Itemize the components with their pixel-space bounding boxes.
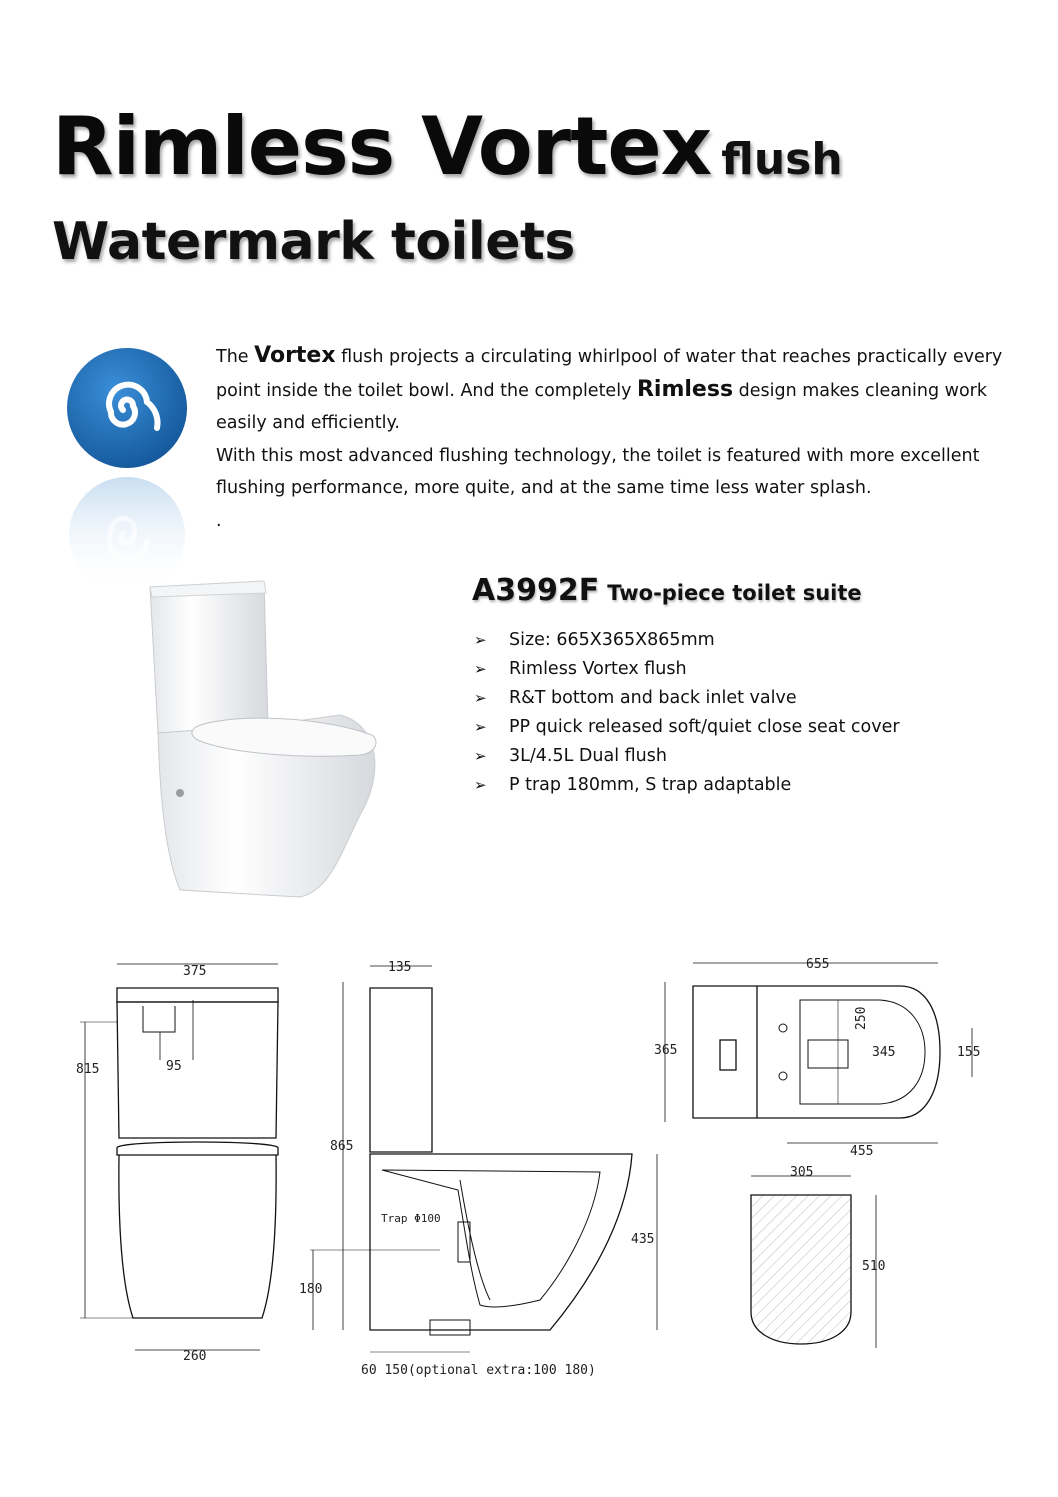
keyword-rimless: Rimless	[636, 376, 734, 402]
spec-text: 3L/4.5L Dual flush	[509, 746, 667, 766]
title-suffix: flush	[721, 134, 843, 185]
technical-drawing	[0, 940, 1058, 1400]
dim-top-length: 655	[806, 957, 830, 972]
page-subtitle: Watermark toilets	[52, 212, 575, 272]
product-heading	[472, 573, 862, 608]
list-item	[474, 684, 900, 713]
floor-view	[751, 1165, 885, 1348]
dim-top-250: 250	[854, 1006, 869, 1030]
title-main: Rimless Vortex	[52, 100, 712, 193]
list-item	[474, 713, 900, 742]
bullet-arrow-icon: ➢	[474, 747, 487, 765]
product-code: A3992F	[472, 573, 600, 608]
intro-text	[216, 340, 1006, 537]
dim-front-base: 260	[183, 1349, 207, 1364]
list-item	[474, 771, 900, 800]
dim-side-note: 60 150(optional extra:100 180)	[361, 1363, 596, 1378]
page-title	[52, 100, 843, 193]
side-view	[299, 960, 657, 1378]
intro-text-b: flush projects a circulating whirlpool of water that reaches practically every point inside the toilet bowl. And the completely	[216, 347, 1003, 401]
intro-text-c: design makes cleaning work easily and efficiently.	[216, 380, 987, 433]
intro-paragraph-2: With this most advanced flushing technology, the toilet is featured with more excellent flushing performance, more quite, and at the same time less water splash.	[216, 445, 980, 498]
list-item	[474, 655, 900, 684]
dim-front-width: 375	[183, 964, 207, 979]
bullet-arrow-icon: ➢	[474, 631, 487, 649]
dim-top-455: 455	[850, 1144, 874, 1159]
dim-front-inlet: 95	[166, 1059, 182, 1074]
bullet-arrow-icon: ➢	[474, 718, 487, 736]
toilet-product-image	[140, 575, 390, 910]
product-description: Two-piece toilet suite	[607, 581, 862, 605]
dim-floor-width: 305	[790, 1165, 814, 1180]
bullet-arrow-icon: ➢	[474, 689, 487, 707]
intro-paragraph-3: .	[216, 510, 222, 531]
dim-top-155: 155	[957, 1045, 981, 1060]
bullet-arrow-icon: ➢	[474, 776, 487, 794]
dim-floor-length: 510	[862, 1259, 886, 1274]
dim-side-height: 865	[330, 1139, 354, 1154]
trap-label: Trap Φ100	[381, 1212, 441, 1225]
intro-text-a: The	[216, 347, 255, 367]
vortex-swirl-logo-icon	[66, 345, 188, 595]
bullet-arrow-icon: ➢	[474, 660, 487, 678]
dim-side-trap-height: 180	[299, 1282, 323, 1297]
dim-side-bowl-height: 435	[631, 1232, 655, 1247]
intro-paragraph-1	[216, 340, 1006, 440]
list-item	[474, 626, 900, 655]
dim-top-width: 365	[654, 1043, 678, 1058]
spec-list	[474, 626, 900, 800]
spec-text: R&T bottom and back inlet valve	[509, 688, 797, 708]
dim-side-tank: 135	[388, 960, 412, 975]
keyword-vortex: Vortex	[254, 343, 336, 368]
spec-text: P trap 180mm, S trap adaptable	[509, 775, 792, 795]
front-view	[76, 964, 278, 1364]
spec-text: Size: 665X365X865mm	[509, 630, 715, 650]
dim-front-height: 815	[76, 1062, 100, 1077]
spec-text: PP quick released soft/quiet close seat cover	[509, 717, 900, 737]
dim-top-345: 345	[872, 1045, 896, 1060]
spec-text: Rimless Vortex flush	[509, 659, 687, 679]
top-view	[654, 957, 980, 1159]
list-item	[474, 742, 900, 771]
